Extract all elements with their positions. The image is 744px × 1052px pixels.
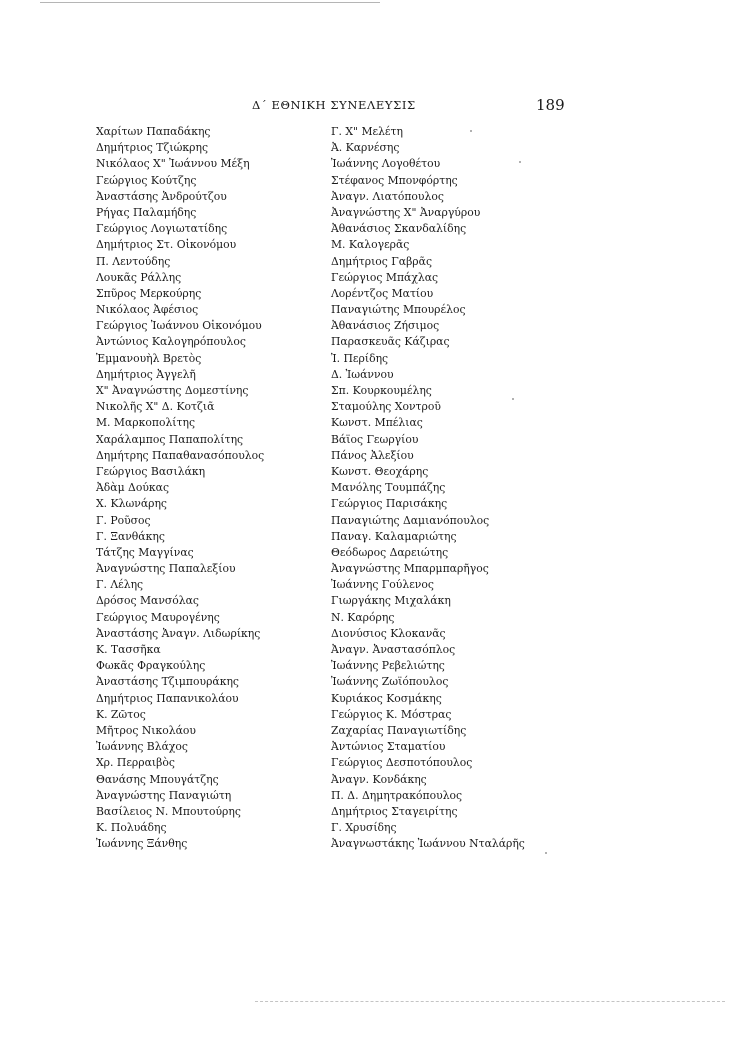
member-name-text: Ἰ. Περίδης bbox=[331, 351, 389, 365]
member-name bbox=[96, 351, 306, 367]
member-name-text: Γεώργιος Ἰωάννου Οἰκονόμου bbox=[96, 319, 262, 333]
member-name bbox=[331, 124, 561, 140]
member-name bbox=[331, 221, 561, 237]
member-name-text: Ἀναγνώστης Χ" Ἀναργύρου bbox=[331, 205, 481, 219]
member-name-text: Παναγ. Καλαμαριώτης bbox=[331, 529, 457, 543]
member-name-text: Θεόδωρος Δαρειώτης bbox=[331, 545, 449, 559]
member-name-text: Γ. Ροῦσος bbox=[96, 513, 151, 527]
member-name bbox=[331, 432, 561, 448]
member-name-text: Γεώργιος Μαυρογένης bbox=[96, 610, 220, 624]
member-name bbox=[331, 464, 561, 480]
member-name-text: Δημήτρης Παπαθανασόπουλος bbox=[96, 448, 265, 462]
member-name-text: Γ. Λέλης bbox=[96, 578, 144, 592]
member-name bbox=[331, 593, 561, 609]
member-name-text: Δρόσος Μανσόλας bbox=[96, 594, 199, 608]
member-name-text: Δημήτριος Στ. Οἰκονόμου bbox=[96, 238, 237, 252]
member-name bbox=[96, 513, 306, 529]
member-name-text: Βασίλειος Ν. Μπουτούρης bbox=[96, 804, 241, 818]
member-name bbox=[331, 658, 561, 674]
member-name bbox=[96, 221, 306, 237]
member-name bbox=[96, 788, 306, 804]
member-name-text: Γεώργιος Παρισάκης bbox=[331, 497, 448, 511]
member-name bbox=[96, 334, 306, 350]
scan-speck bbox=[519, 161, 521, 163]
member-name bbox=[331, 820, 561, 836]
member-name-text: Κωνστ. Μπέλιας bbox=[331, 416, 423, 430]
member-name bbox=[331, 545, 561, 561]
member-name bbox=[331, 237, 561, 253]
member-name-text: Ἀ. Καρνέσης bbox=[331, 141, 400, 155]
member-name-text: Μ. Καλογερᾶς bbox=[331, 238, 410, 252]
member-name-text: Λουκᾶς Ράλλης bbox=[96, 270, 182, 284]
member-name-text: Ἰωάννης Ξάνθης bbox=[96, 837, 188, 851]
member-name-text: Διονύσιος Κλοκανᾶς bbox=[331, 626, 446, 640]
member-name bbox=[331, 367, 561, 383]
member-name-text: Π. Δ. Δημητρακόπουλος bbox=[331, 788, 463, 802]
member-name-text: Δημήτριος Ἀγγελῆ bbox=[96, 367, 196, 381]
member-name bbox=[96, 739, 306, 755]
member-name-text: Δημήτριος Παπανικολάου bbox=[96, 691, 239, 705]
member-name bbox=[96, 626, 306, 642]
member-name-text: Ἐμμανουὴλ Βρετὸς bbox=[96, 351, 202, 365]
top-scan-rule bbox=[40, 2, 380, 3]
member-name-text: Σπ. Κουρκουμέλης bbox=[331, 384, 432, 397]
member-name bbox=[96, 237, 306, 253]
page-number: 189 bbox=[536, 96, 565, 114]
member-name bbox=[96, 480, 306, 496]
member-name-text: Ἰωάννης Ρεβελιώτης bbox=[331, 659, 445, 673]
member-name-text: Ἀναστάσης Τζιμπουράκης bbox=[96, 675, 239, 689]
member-name bbox=[96, 723, 306, 739]
member-name bbox=[96, 674, 306, 690]
member-name bbox=[96, 464, 306, 480]
member-name bbox=[331, 318, 561, 334]
member-name bbox=[96, 836, 306, 852]
member-name bbox=[96, 561, 306, 577]
member-name bbox=[331, 205, 561, 221]
scan-speck bbox=[545, 852, 547, 854]
member-name bbox=[331, 415, 561, 431]
member-name-text: Μῆτρος Νικολάου bbox=[96, 723, 196, 737]
member-name bbox=[331, 707, 561, 723]
member-name-text: Ἰωάννης Γούλενος bbox=[331, 578, 434, 592]
member-name-text: Γεώργιος Δεσποτόπουλος bbox=[331, 756, 473, 770]
member-name bbox=[96, 173, 306, 189]
member-name bbox=[331, 513, 561, 529]
member-name-text: Μ. Μαρκοπολίτης bbox=[96, 416, 196, 430]
member-name bbox=[96, 399, 306, 415]
member-name bbox=[331, 496, 561, 512]
member-name bbox=[96, 140, 306, 156]
member-name bbox=[331, 691, 561, 707]
member-name-text: Χαρίτων Παπαδάκης bbox=[96, 125, 211, 138]
member-name-text: Ἀθανάσιος Σκανδαλίδης bbox=[331, 222, 467, 236]
member-name-text: Χαράλαμπος Παπαπολίτης bbox=[96, 432, 244, 446]
member-name-text: Κ. Πολυάδης bbox=[96, 821, 167, 835]
member-name bbox=[96, 156, 306, 172]
member-name bbox=[96, 610, 306, 626]
member-name-text: Λορέντζος Ματίου bbox=[331, 286, 434, 300]
member-name-text: Κ. Ζῶτος bbox=[96, 707, 146, 721]
member-name bbox=[331, 642, 561, 658]
member-name bbox=[96, 577, 306, 593]
member-name-text: Ἀναγν. Ἀναστασόπλος bbox=[331, 643, 456, 656]
member-name-text: Γ. Χρυσίδης bbox=[331, 821, 397, 835]
member-name-text: Γεώργιος Λογιωτατίδης bbox=[96, 222, 228, 236]
member-name-text: Ἀναστάσης Ἀναγν. Λιδωρίκης bbox=[96, 626, 261, 640]
bottom-scan-rule bbox=[255, 1001, 725, 1002]
member-name bbox=[331, 772, 561, 788]
scan-speck bbox=[512, 398, 514, 400]
member-name-text: Θανάσης Μπουγάτζης bbox=[96, 772, 219, 786]
member-name bbox=[96, 383, 306, 399]
member-name bbox=[96, 593, 306, 609]
member-name-text: Ζαχαρίας Παναγιωτίδης bbox=[331, 723, 467, 737]
member-name bbox=[331, 836, 561, 852]
member-name bbox=[331, 755, 561, 771]
member-name bbox=[331, 723, 561, 739]
member-name-text: Στέφανος Μπονφόρτης bbox=[331, 173, 458, 187]
member-name bbox=[96, 432, 306, 448]
member-name-text: Γ. Χ" Μελέτη bbox=[331, 125, 403, 138]
member-name bbox=[96, 658, 306, 674]
member-name-text: Ἀναγν. Κονδάκης bbox=[331, 772, 427, 786]
member-name-text: Ἀντώνιος Σταματίου bbox=[331, 740, 446, 754]
member-name-text: Χ. Κλωνάρης bbox=[96, 497, 167, 511]
scan-speck bbox=[470, 130, 472, 132]
member-name-text: Γεώργιος Κ. Μόστρας bbox=[331, 707, 452, 721]
member-name bbox=[331, 788, 561, 804]
member-name-text: Ἀθανάσιος Ζήσιμος bbox=[331, 319, 440, 333]
member-name bbox=[96, 286, 306, 302]
left-name-column bbox=[96, 124, 306, 852]
member-name-text: Παρασκευᾶς Κάζιρας bbox=[331, 335, 450, 349]
member-name-text: Κωνστ. Θεοχάρης bbox=[331, 464, 429, 478]
member-name bbox=[331, 173, 561, 189]
member-name-text: Χρ. Περραιβὸς bbox=[96, 756, 175, 770]
member-name-text: Νικολῆς Χ" Δ. Κοτζιᾶ bbox=[96, 400, 215, 414]
member-name bbox=[96, 254, 306, 270]
member-name-text: Δημήτριος Γαβρᾶς bbox=[331, 254, 432, 268]
member-name bbox=[96, 124, 306, 140]
member-name bbox=[96, 642, 306, 658]
member-name-text: Π. Λεντούδης bbox=[96, 254, 171, 268]
member-name bbox=[331, 577, 561, 593]
member-name-text: Ἰωάννης Ζωϊόπουλος bbox=[331, 675, 449, 689]
member-name-text: Ν. Καρόρης bbox=[331, 610, 395, 624]
member-name bbox=[96, 545, 306, 561]
member-name bbox=[96, 367, 306, 383]
member-name-text: Βάϊος Γεωργίου bbox=[331, 432, 419, 446]
member-name bbox=[331, 739, 561, 755]
right-name-column bbox=[331, 124, 561, 852]
member-name-text: Δημήτριος Σταγειρίτης bbox=[331, 804, 458, 818]
member-name-text: Ρήγας Παλαμήδης bbox=[96, 205, 197, 219]
member-name bbox=[96, 529, 306, 545]
member-name bbox=[331, 302, 561, 318]
member-name bbox=[331, 351, 561, 367]
member-name-text: Ἀναγνώστης Παπαλεξίου bbox=[96, 562, 236, 576]
member-name bbox=[331, 334, 561, 350]
member-name-text: Ἀναστάσης Ἀνδρούτζου bbox=[96, 189, 227, 203]
member-name-text: Γ. Ξανθάκης bbox=[96, 529, 165, 543]
member-name-text: Χ" Ἀναγνώστης Δομεστίνης bbox=[96, 384, 249, 397]
member-name bbox=[96, 804, 306, 820]
member-name-text: Κυριάκος Κοσμάκης bbox=[331, 691, 442, 705]
member-name bbox=[96, 707, 306, 723]
member-name bbox=[331, 674, 561, 690]
running-title: Δ΄ ΕΘΝΙΚΗ ΣΥΝΕΛΕΥΣΙΣ bbox=[252, 98, 416, 112]
member-name-text: Σπῦρος Μερκούρης bbox=[96, 286, 202, 300]
member-name-text: Νικόλαος Χ" Ἰωάννου Μέξη bbox=[96, 157, 250, 171]
member-name bbox=[96, 270, 306, 286]
member-name bbox=[331, 189, 561, 205]
member-name-text: Μανόλης Τουμπάζης bbox=[331, 481, 446, 495]
member-name-text: Σταμούλης Χοντροῦ bbox=[331, 400, 441, 414]
member-name-text: Ἀναγνώστης Μπαρμπαρῆγος bbox=[331, 562, 489, 576]
member-name bbox=[96, 496, 306, 512]
member-name bbox=[96, 820, 306, 836]
member-name-text: Ἀδὰμ Δούκας bbox=[96, 481, 169, 495]
member-name-text: Γεώργιος Κούτζης bbox=[96, 173, 197, 187]
member-name-text: Δ. Ἰωάννου bbox=[331, 367, 394, 381]
member-name bbox=[331, 270, 561, 286]
member-name-text: Ἀναγνώστης Παναγιώτη bbox=[96, 788, 232, 802]
member-name bbox=[331, 561, 561, 577]
member-name bbox=[96, 448, 306, 464]
member-name bbox=[331, 610, 561, 626]
member-name-text: Ἰωάννης Λογοθέτου bbox=[331, 157, 441, 171]
member-name bbox=[331, 254, 561, 270]
member-name-text: Νικόλαος Ἀφέσιος bbox=[96, 303, 199, 317]
member-name-text: Πάνος Ἀλεξίου bbox=[331, 448, 414, 462]
member-name-text: Γεώργιος Μπάχλας bbox=[331, 270, 439, 284]
member-name bbox=[96, 415, 306, 431]
member-name-text: Φωκᾶς Φραγκούλης bbox=[96, 659, 206, 673]
member-name bbox=[331, 140, 561, 156]
member-name bbox=[331, 529, 561, 545]
member-name-text: Γεώργιος Βασιλάκη bbox=[96, 464, 206, 478]
member-name bbox=[96, 302, 306, 318]
member-name-text: Ἰωάννης Βλάχος bbox=[96, 740, 188, 754]
member-name bbox=[96, 205, 306, 221]
member-name-text: Κ. Τασσῆκα bbox=[96, 643, 161, 656]
member-name bbox=[96, 318, 306, 334]
member-name-text: Ἀναγν. Λιατόπουλος bbox=[331, 189, 444, 203]
member-name bbox=[331, 399, 561, 415]
member-name-text: Γιωργάκης Μιχαλάκη bbox=[331, 594, 451, 608]
member-name-text: Παναγιώτης Μπουρέλος bbox=[331, 303, 466, 317]
member-name-text: Ἀντώνιος Καλογηρόπουλος bbox=[96, 335, 246, 349]
member-name bbox=[331, 626, 561, 642]
member-name bbox=[331, 286, 561, 302]
member-name bbox=[96, 189, 306, 205]
member-name bbox=[331, 156, 561, 172]
member-name bbox=[96, 691, 306, 707]
member-name-text: Τάτζης Μαγγίνας bbox=[96, 545, 194, 559]
member-name-text: Ἀναγνωστάκης Ἰωάννου Νταλάρῆς bbox=[331, 837, 525, 851]
member-name bbox=[331, 480, 561, 496]
member-name-text: Δημήτριος Τζιώκρης bbox=[96, 141, 208, 155]
member-name bbox=[331, 448, 561, 464]
member-name bbox=[331, 383, 561, 399]
member-name bbox=[96, 772, 306, 788]
member-name bbox=[331, 804, 561, 820]
member-name bbox=[96, 755, 306, 771]
member-name-text: Παναγιώτης Δαμιανόπουλος bbox=[331, 513, 490, 527]
